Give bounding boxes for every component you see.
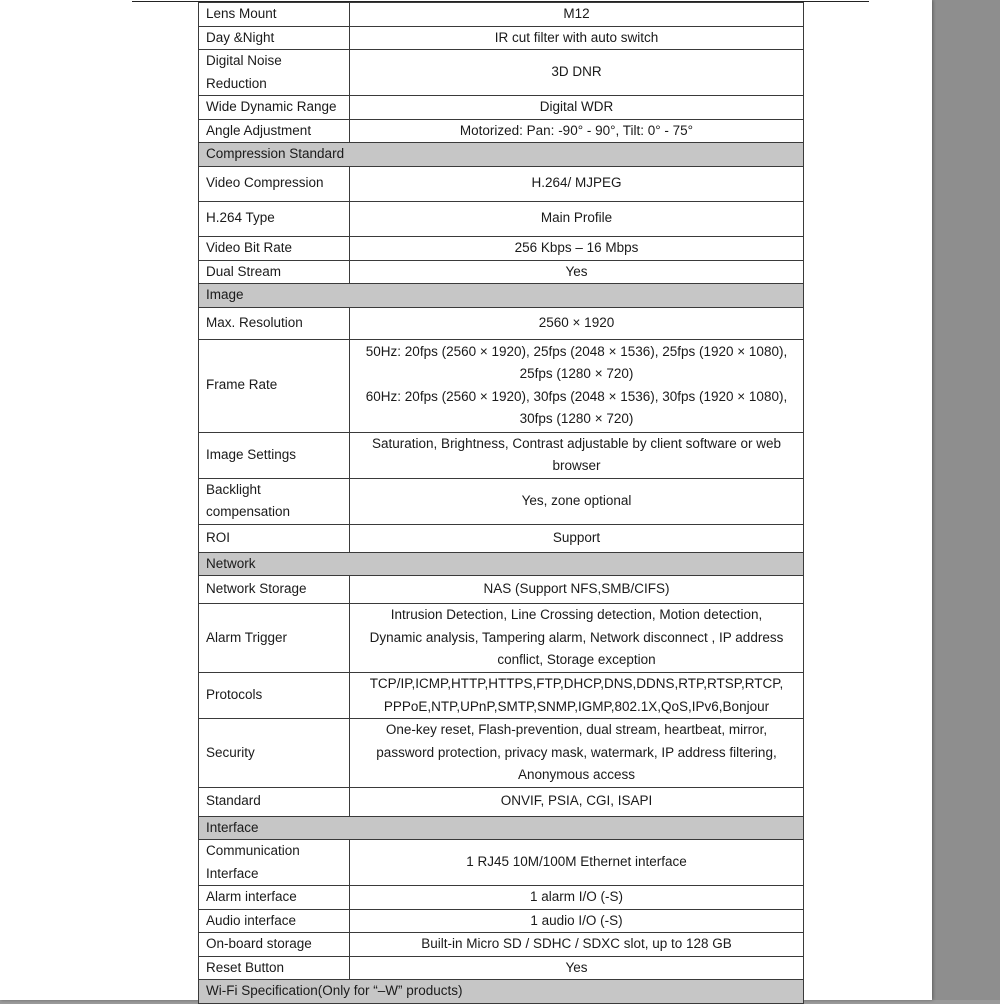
spec-label: Security — [199, 719, 350, 788]
spec-value-line: M12 — [563, 6, 590, 21]
spec-row — [199, 119, 804, 143]
spec-row — [199, 260, 804, 284]
spec-value-line: Support — [552, 529, 601, 545]
spec-value-line: 1 alarm I/O (-S) — [529, 889, 623, 904]
spec-value — [350, 307, 804, 339]
spec-value — [350, 166, 804, 201]
section-header-row — [199, 143, 804, 167]
spec-label: Alarm Trigger — [199, 604, 350, 673]
spec-value-line: NAS (Support NFS,SMB/CIFS) — [483, 581, 670, 597]
spec-value-line: ONVIF, PSIA, CGI, ISAPI — [500, 793, 653, 809]
spec-value — [350, 576, 804, 604]
spec-row — [199, 673, 804, 719]
spec-value — [350, 50, 804, 96]
spec-value-line: TCP/IP,ICMP,HTTP,HTTPS,FTP,DHCP,DNS,DDNS,RTP,RTSP,RTCP, — [369, 676, 784, 691]
spec-label: Standard — [199, 787, 350, 816]
spec-label: H.264 Type — [199, 201, 350, 236]
spec-label: ROI — [199, 524, 350, 552]
spec-label: Day &Night — [199, 26, 350, 50]
spec-value-line: Motorized: Pan: -90° - 90°, Tilt: 0° - 75° — [459, 122, 694, 138]
section-title: Wi-Fi Specification(Only for “–W” products) — [199, 980, 804, 1004]
spec-value — [350, 236, 804, 260]
spec-row — [199, 840, 804, 886]
spec-label: Frame Rate — [199, 339, 350, 432]
spec-label: Communication Interface — [199, 840, 350, 886]
spec-label: Video Bit Rate — [199, 236, 350, 260]
spec-row — [199, 524, 804, 552]
spec-row — [199, 50, 804, 96]
spec-value-line: 2560 × 1920 — [538, 314, 615, 330]
spec-row — [199, 339, 804, 432]
section-title: Image — [199, 284, 804, 308]
viewer-background — [932, 0, 1000, 1000]
spec-row — [199, 307, 804, 339]
spec-label: Lens Mount — [199, 3, 350, 27]
spec-row — [199, 719, 804, 788]
spec-value-line: Intrusion Detection, Line Crossing detection, Motion detection, — [390, 607, 763, 623]
spec-label: Video Compression — [199, 166, 350, 201]
spec-value-line: 3D DNR — [551, 64, 602, 80]
spec-row — [199, 26, 804, 50]
spec-value-line: Digital WDR — [539, 99, 614, 114]
spec-label: Network Storage — [199, 576, 350, 604]
spec-row — [199, 96, 804, 120]
spec-label: Wide Dynamic Range — [199, 96, 350, 120]
spec-row — [199, 933, 804, 957]
spec-value — [350, 478, 804, 524]
spec-label: Protocols — [199, 673, 350, 719]
section-header-row — [199, 980, 804, 1004]
spec-value — [350, 3, 804, 27]
spec-value-line: 1 audio I/O (-S) — [530, 912, 623, 928]
spec-label: Reset Button — [199, 956, 350, 980]
spec-value-line: Main Profile — [540, 210, 613, 226]
spec-value-line: 50Hz: 20fps (2560 × 1920), 25fps (2048 × 1536), 25fps (1920 × 1080), — [365, 343, 788, 359]
spec-table — [198, 2, 804, 1004]
spec-value-line: PPPoE,NTP,UPnP,SMTP,SNMP,IGMP,802.1X,QoS,IPv6,Bonjour — [383, 698, 770, 714]
spec-row — [199, 604, 804, 673]
spec-label: Digital Noise Reduction — [199, 50, 350, 96]
spec-row — [199, 886, 804, 910]
spec-value — [350, 909, 804, 933]
spec-value-line: Yes, zone optional — [521, 492, 632, 508]
spec-value — [350, 673, 804, 719]
spec-row — [199, 576, 804, 604]
spec-value-line: Yes — [565, 263, 588, 279]
spec-value-line: 1 RJ45 10M/100M Ethernet interface — [466, 854, 687, 870]
spec-label: On-board storage — [199, 933, 350, 957]
spec-row — [199, 478, 804, 524]
spec-value-line: One-key reset, Flash-prevention, dual stream, heartbeat, mirror, — [385, 722, 768, 737]
spec-value-line: password protection, privacy mask, watermark, IP address filtering, — [376, 744, 777, 760]
spec-value-line: IR cut filter with auto switch — [494, 29, 659, 45]
spec-value-line: 30fps (1280 × 720) — [519, 411, 634, 426]
spec-value — [350, 886, 804, 910]
spec-value — [350, 339, 804, 432]
spec-label: Alarm interface — [199, 886, 350, 910]
spec-row — [199, 956, 804, 980]
spec-label: Max. Resolution — [199, 307, 350, 339]
spec-row — [199, 3, 804, 27]
spec-table-body — [199, 3, 804, 1004]
section-header-row — [199, 816, 804, 840]
spec-row — [199, 201, 804, 236]
spec-row — [199, 909, 804, 933]
spec-row — [199, 432, 804, 478]
spec-value — [350, 933, 804, 957]
spec-label: Backlight compensation — [199, 478, 350, 524]
spec-value — [350, 524, 804, 552]
spec-value — [350, 604, 804, 673]
spec-value — [350, 719, 804, 788]
spec-value-line: 60Hz: 20fps (2560 × 1920), 30fps (2048 × 1536), 30fps (1920 × 1080), — [365, 388, 788, 404]
spec-label: Angle Adjustment — [199, 119, 350, 143]
spec-label: Image Settings — [199, 432, 350, 478]
spec-value — [350, 96, 804, 120]
section-title: Interface — [199, 816, 804, 840]
section-header-row — [199, 552, 804, 576]
spec-value — [350, 432, 804, 478]
spec-value-line: 256 Kbps – 16 Mbps — [514, 239, 639, 255]
spec-label: Dual Stream — [199, 260, 350, 284]
spec-value-line: H.264/ MJPEG — [531, 175, 622, 191]
section-title: Network — [199, 552, 804, 576]
section-title: Compression Standard — [199, 143, 804, 167]
spec-row — [199, 236, 804, 260]
spec-row — [199, 787, 804, 816]
spec-value-line: Anonymous access — [517, 767, 636, 782]
spec-value-line: browser — [552, 458, 601, 473]
spec-value — [350, 201, 804, 236]
spec-label: Audio interface — [199, 909, 350, 933]
spec-value-line: Yes — [565, 959, 588, 975]
spec-value — [350, 119, 804, 143]
spec-value — [350, 956, 804, 980]
spec-value-line: Dynamic analysis, Tampering alarm, Network disconnect , IP address — [369, 629, 784, 645]
spec-row — [199, 166, 804, 201]
spec-value-line: Saturation, Brightness, Contrast adjustable by client software or web — [372, 435, 781, 451]
section-header-row — [199, 284, 804, 308]
spec-value — [350, 260, 804, 284]
spec-value-line: Built-in Micro SD / SDHC / SDXC slot, up to 128 GB — [421, 936, 732, 951]
spec-value-line: 25fps (1280 × 720) — [519, 366, 634, 381]
spec-value — [350, 787, 804, 816]
spec-value — [350, 26, 804, 50]
spec-value — [350, 840, 804, 886]
spec-value-line: conflict, Storage exception — [497, 652, 656, 668]
